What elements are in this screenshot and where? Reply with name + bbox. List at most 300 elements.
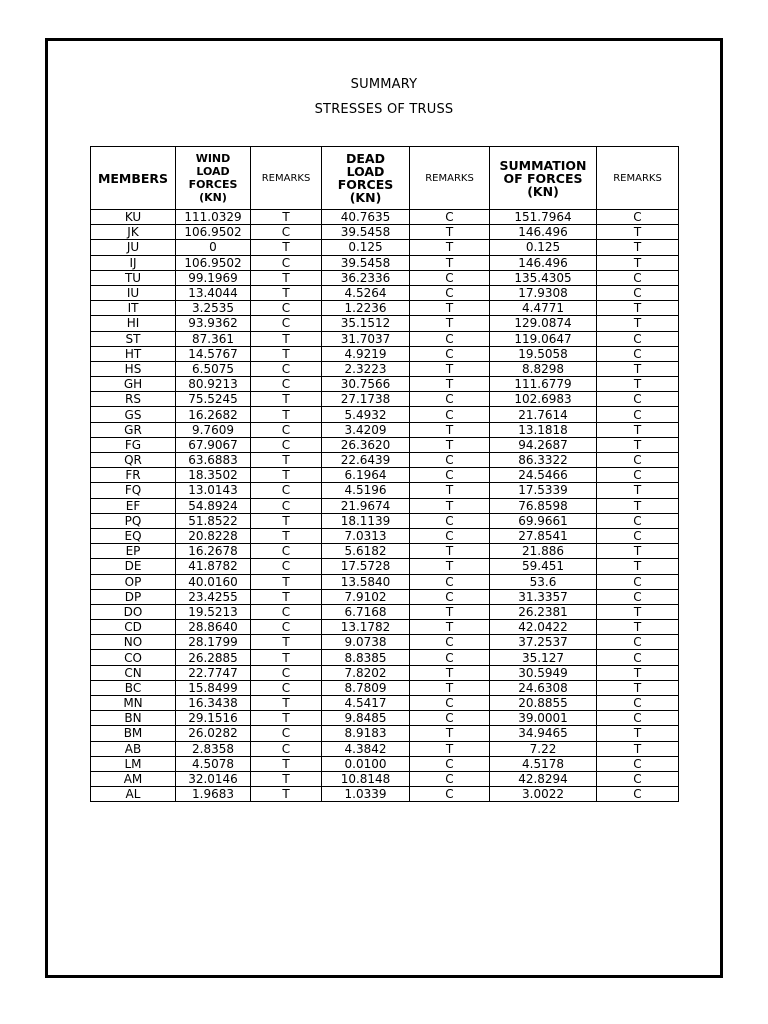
cell-wind-remark: T [251,270,322,285]
cell-sum-remark: T [597,726,679,741]
cell-dead-remark: C [410,453,490,468]
cell-wind-force: 13.4044 [176,285,251,300]
cell-dead-force: 9.0738 [322,635,410,650]
cell-sum-remark: T [597,422,679,437]
cell-dead-remark: C [410,468,490,483]
cell-member: GS [91,407,176,422]
table-row [91,787,679,802]
cell-wind-force: 26.2885 [176,650,251,665]
cell-wind-force: 111.0329 [176,210,251,225]
cell-dead-force: 6.7168 [322,604,410,619]
cell-member: HI [91,316,176,331]
cell-dead-force: 7.9102 [322,589,410,604]
header-dead-load [322,147,410,210]
cell-dead-remark: T [410,361,490,376]
header-remarks-sum-label: REMARKS [613,172,662,184]
cell-wind-force: 40.0160 [176,574,251,589]
cell-dead-force: 4.3842 [322,741,410,756]
header-remarks-dead [410,147,490,210]
header-dead-line1: DEAD [346,151,385,166]
cell-wind-force: 23.4255 [176,589,251,604]
cell-sum-remark: C [597,574,679,589]
cell-dead-remark: C [410,331,490,346]
header-dead-line4: (KN) [349,190,382,205]
cell-wind-remark: T [251,528,322,543]
cell-member: PQ [91,513,176,528]
cell-wind-remark: C [251,255,322,270]
cell-member: KU [91,210,176,225]
cell-wind-force: 14.5767 [176,346,251,361]
cell-dead-remark: T [410,437,490,452]
cell-sum-remark: C [597,346,679,361]
cell-wind-force: 0 [176,240,251,255]
cell-dead-remark: T [410,255,490,270]
cell-sum-remark: C [597,407,679,422]
cell-dead-force: 39.5458 [322,225,410,240]
cell-wind-force: 2.8358 [176,741,251,756]
header-summation [490,147,597,210]
cell-dead-remark: T [410,483,490,498]
header-dead-line2: LOAD [346,164,385,179]
cell-wind-remark: T [251,756,322,771]
cell-dead-force: 4.9219 [322,346,410,361]
table-row [91,604,679,619]
cell-dead-force: 6.1964 [322,468,410,483]
cell-dead-remark: C [410,528,490,543]
cell-dead-remark: T [410,620,490,635]
cell-wind-remark: T [251,635,322,650]
cell-member: IU [91,285,176,300]
cell-member: CN [91,665,176,680]
cell-wind-remark: T [251,787,322,802]
cell-sum-remark: C [597,270,679,285]
cell-dead-remark: T [410,498,490,513]
cell-dead-force: 10.8148 [322,771,410,786]
cell-sum-force: 76.8598 [490,498,597,513]
table-row [91,559,679,574]
cell-sum-force: 102.6983 [490,392,597,407]
cell-wind-force: 54.8924 [176,498,251,513]
cell-wind-force: 32.0146 [176,771,251,786]
cell-sum-force: 59.451 [490,559,597,574]
cell-sum-remark: T [597,680,679,695]
cell-member: NO [91,635,176,650]
cell-sum-force: 21.7614 [490,407,597,422]
cell-dead-remark: T [410,422,490,437]
cell-sum-remark: C [597,771,679,786]
cell-sum-remark: T [597,437,679,452]
cell-sum-remark: T [597,377,679,392]
cell-sum-force: 4.4771 [490,301,597,316]
cell-dead-remark: C [410,696,490,711]
cell-sum-force: 13.1818 [490,422,597,437]
cell-wind-remark: T [251,711,322,726]
cell-wind-remark: T [251,331,322,346]
cell-wind-remark: C [251,301,322,316]
table-row [91,620,679,635]
cell-dead-force: 4.5264 [322,285,410,300]
cell-dead-force: 27.1738 [322,392,410,407]
table-row [91,726,679,741]
cell-wind-remark: C [251,726,322,741]
stress-table [90,146,679,802]
cell-sum-force: 27.8541 [490,528,597,543]
cell-wind-remark: C [251,604,322,619]
table-row [91,422,679,437]
cell-wind-force: 51.8522 [176,513,251,528]
header-sum-line1: SUMMATION [499,157,587,173]
cell-member: BM [91,726,176,741]
cell-wind-remark: C [251,316,322,331]
cell-sum-force: 53.6 [490,574,597,589]
header-wind-line2: LOAD [196,165,230,178]
cell-wind-force: 106.9502 [176,255,251,270]
cell-sum-remark: C [597,210,679,225]
cell-wind-force: 41.8782 [176,559,251,574]
table-row [91,650,679,665]
cell-sum-remark: T [597,559,679,574]
cell-sum-remark: T [597,361,679,376]
cell-dead-remark: C [410,589,490,604]
table-row [91,285,679,300]
cell-member: TU [91,270,176,285]
cell-sum-force: 119.0647 [490,331,597,346]
cell-member: JU [91,240,176,255]
cell-wind-force: 13.0143 [176,483,251,498]
header-remarks-dead-label: REMARKS [425,172,474,184]
cell-wind-force: 106.9502 [176,225,251,240]
cell-sum-force: 17.9308 [490,285,597,300]
table-row [91,316,679,331]
cell-wind-remark: T [251,513,322,528]
cell-wind-force: 9.7609 [176,422,251,437]
cell-sum-remark: C [597,331,679,346]
cell-member: JK [91,225,176,240]
cell-member: HS [91,361,176,376]
cell-dead-remark: C [410,210,490,225]
cell-sum-force: 21.886 [490,544,597,559]
cell-sum-force: 20.8855 [490,696,597,711]
cell-dead-force: 7.8202 [322,665,410,680]
cell-wind-force: 16.2678 [176,544,251,559]
table-row [91,696,679,711]
cell-wind-remark: T [251,650,322,665]
table-row [91,665,679,680]
cell-wind-force: 26.0282 [176,726,251,741]
cell-dead-force: 2.3223 [322,361,410,376]
cell-member: CD [91,620,176,635]
cell-dead-remark: C [410,756,490,771]
cell-dead-force: 0.0100 [322,756,410,771]
table-row [91,635,679,650]
cell-sum-force: 135.4305 [490,270,597,285]
table-row [91,756,679,771]
table-row [91,361,679,376]
cell-wind-force: 28.1799 [176,635,251,650]
cell-dead-remark: T [410,726,490,741]
cell-dead-remark: C [410,574,490,589]
table-row [91,392,679,407]
cell-member: OP [91,574,176,589]
cell-dead-force: 17.5728 [322,559,410,574]
cell-wind-remark: C [251,377,322,392]
cell-wind-remark: C [251,559,322,574]
cell-wind-remark: C [251,620,322,635]
cell-wind-remark: T [251,210,322,225]
cell-wind-force: 80.9213 [176,377,251,392]
cell-dead-force: 31.7037 [322,331,410,346]
table-row [91,468,679,483]
cell-dead-force: 5.6182 [322,544,410,559]
cell-dead-force: 9.8485 [322,711,410,726]
cell-sum-remark: C [597,285,679,300]
cell-dead-remark: C [410,346,490,361]
cell-wind-remark: C [251,437,322,452]
cell-dead-remark: T [410,377,490,392]
cell-member: CO [91,650,176,665]
cell-sum-remark: C [597,787,679,802]
header-remarks-wind-label: REMARKS [261,172,311,184]
page-title: SUMMARY [350,77,418,92]
cell-member: GR [91,422,176,437]
cell-sum-force: 3.0022 [490,787,597,802]
cell-member: MN [91,696,176,711]
cell-member: FR [91,468,176,483]
cell-sum-remark: C [597,589,679,604]
table-row [91,255,679,270]
cell-wind-remark: T [251,468,322,483]
cell-wind-remark: C [251,483,322,498]
cell-sum-force: 34.9465 [490,726,597,741]
cell-wind-force: 15.8499 [176,680,251,695]
cell-dead-force: 4.5417 [322,696,410,711]
cell-wind-remark: C [251,665,322,680]
cell-member: EP [91,544,176,559]
table-row [91,544,679,559]
table-row [91,589,679,604]
cell-sum-remark: C [597,756,679,771]
cell-sum-remark: C [597,468,679,483]
table-row [91,301,679,316]
table-row [91,210,679,225]
cell-wind-force: 19.5213 [176,604,251,619]
cell-wind-remark: T [251,696,322,711]
cell-dead-force: 30.7566 [322,377,410,392]
cell-wind-remark: C [251,680,322,695]
cell-dead-remark: T [410,301,490,316]
cell-member: BN [91,711,176,726]
header-members [91,147,176,210]
cell-sum-remark: T [597,240,679,255]
cell-dead-remark: T [410,680,490,695]
cell-dead-force: 40.7635 [322,210,410,225]
cell-sum-force: 39.0001 [490,711,597,726]
cell-dead-force: 3.4209 [322,422,410,437]
cell-sum-force: 7.22 [490,741,597,756]
table-row [91,377,679,392]
cell-sum-remark: C [597,635,679,650]
cell-wind-remark: C [251,225,322,240]
cell-dead-remark: C [410,392,490,407]
cell-member: HT [91,346,176,361]
table-row [91,270,679,285]
cell-sum-remark: T [597,620,679,635]
cell-sum-force: 8.8298 [490,361,597,376]
cell-dead-remark: T [410,240,490,255]
cell-wind-remark: T [251,771,322,786]
cell-member: EF [91,498,176,513]
cell-dead-force: 5.4932 [322,407,410,422]
cell-wind-force: 63.6883 [176,453,251,468]
header-sum-line2: OF FORCES [503,170,583,186]
cell-sum-remark: T [597,255,679,270]
cell-dead-remark: T [410,544,490,559]
cell-member: BC [91,680,176,695]
cell-member: IT [91,301,176,316]
cell-dead-remark: C [410,407,490,422]
table-row [91,240,679,255]
cell-wind-remark: T [251,589,322,604]
cell-dead-force: 36.2336 [322,270,410,285]
table-row [91,513,679,528]
cell-wind-remark: C [251,498,322,513]
cell-sum-force: 94.2687 [490,437,597,452]
cell-sum-remark: T [597,316,679,331]
table-row [91,528,679,543]
cell-sum-force: 42.8294 [490,771,597,786]
cell-dead-force: 26.3620 [322,437,410,452]
table-row [91,346,679,361]
header-wind-line1: WIND [195,152,231,165]
cell-dead-force: 21.9674 [322,498,410,513]
cell-wind-force: 22.7747 [176,665,251,680]
cell-sum-force: 26.2381 [490,604,597,619]
cell-wind-force: 20.8228 [176,528,251,543]
cell-wind-force: 75.5245 [176,392,251,407]
cell-sum-force: 17.5339 [490,483,597,498]
cell-sum-force: 151.7964 [490,210,597,225]
table-row [91,741,679,756]
cell-wind-remark: T [251,453,322,468]
cell-dead-remark: C [410,771,490,786]
table-row [91,483,679,498]
cell-sum-remark: C [597,711,679,726]
header-remarks-wind [251,147,322,210]
cell-sum-force: 24.6308 [490,680,597,695]
cell-sum-remark: C [597,528,679,543]
cell-sum-remark: T [597,544,679,559]
cell-wind-remark: T [251,574,322,589]
cell-sum-force: 37.2537 [490,635,597,650]
cell-member: DE [91,559,176,574]
cell-dead-force: 0.125 [322,240,410,255]
table-row [91,771,679,786]
table-row [91,225,679,240]
cell-wind-force: 16.3438 [176,696,251,711]
cell-dead-remark: T [410,604,490,619]
cell-dead-force: 8.9183 [322,726,410,741]
cell-wind-force: 1.9683 [176,787,251,802]
table-row [91,711,679,726]
cell-dead-force: 8.8385 [322,650,410,665]
cell-dead-force: 39.5458 [322,255,410,270]
header-wind-line3: FORCES [188,178,238,191]
cell-dead-force: 13.1782 [322,620,410,635]
cell-sum-force: 146.496 [490,225,597,240]
page-subtitle: STRESSES OF TRUSS [314,102,454,117]
cell-sum-remark: T [597,483,679,498]
cell-dead-force: 13.5840 [322,574,410,589]
cell-wind-remark: T [251,407,322,422]
cell-dead-remark: T [410,665,490,680]
cell-dead-force: 7.0313 [322,528,410,543]
cell-sum-remark: C [597,392,679,407]
table-row [91,407,679,422]
cell-sum-force: 69.9661 [490,513,597,528]
cell-member: AM [91,771,176,786]
cell-sum-force: 146.496 [490,255,597,270]
cell-dead-remark: C [410,635,490,650]
cell-member: RS [91,392,176,407]
cell-dead-remark: C [410,787,490,802]
cell-member: QR [91,453,176,468]
cell-dead-force: 22.6439 [322,453,410,468]
cell-dead-remark: C [410,270,490,285]
cell-wind-remark: C [251,422,322,437]
cell-sum-remark: C [597,696,679,711]
cell-sum-force: 30.5949 [490,665,597,680]
cell-dead-force: 8.7809 [322,680,410,695]
cell-member: EQ [91,528,176,543]
cell-sum-force: 4.5178 [490,756,597,771]
table-header-row [91,147,679,210]
cell-wind-remark: T [251,240,322,255]
cell-wind-remark: C [251,361,322,376]
cell-sum-remark: T [597,665,679,680]
cell-dead-force: 4.5196 [322,483,410,498]
cell-member: AB [91,741,176,756]
table-row [91,574,679,589]
cell-wind-remark: C [251,741,322,756]
cell-wind-force: 29.1516 [176,711,251,726]
cell-dead-remark: C [410,711,490,726]
cell-sum-force: 31.3357 [490,589,597,604]
cell-sum-force: 35.127 [490,650,597,665]
cell-dead-remark: T [410,225,490,240]
cell-wind-force: 18.3502 [176,468,251,483]
cell-member: DO [91,604,176,619]
table-row [91,453,679,468]
cell-sum-force: 42.0422 [490,620,597,635]
cell-wind-force: 93.9362 [176,316,251,331]
cell-wind-force: 28.8640 [176,620,251,635]
cell-wind-remark: C [251,544,322,559]
header-wind-load [176,147,251,210]
table-row [91,437,679,452]
cell-member: ST [91,331,176,346]
cell-sum-force: 0.125 [490,240,597,255]
cell-wind-force: 67.9067 [176,437,251,452]
cell-dead-remark: C [410,285,490,300]
table-row [91,498,679,513]
cell-wind-remark: T [251,346,322,361]
header-remarks-sum [597,147,679,210]
cell-sum-force: 19.5058 [490,346,597,361]
cell-dead-force: 35.1512 [322,316,410,331]
cell-sum-remark: C [597,513,679,528]
cell-sum-remark: T [597,741,679,756]
cell-dead-remark: T [410,316,490,331]
